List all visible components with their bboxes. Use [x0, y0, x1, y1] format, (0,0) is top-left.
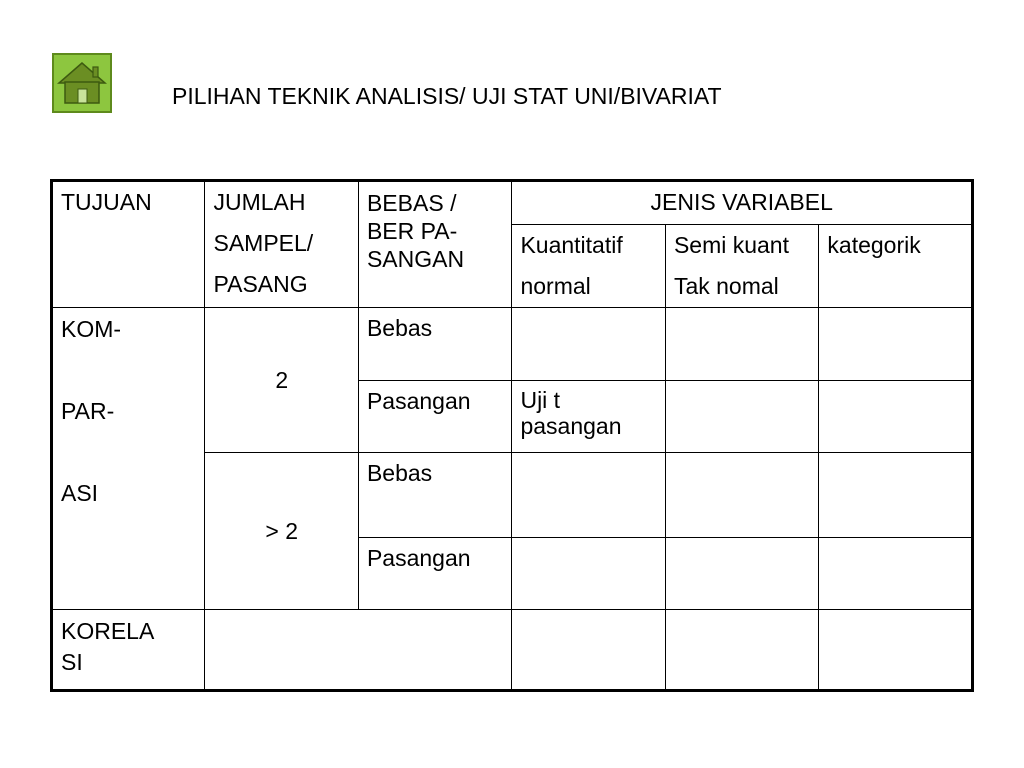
cell-korelasi-kuantitatif [512, 610, 665, 691]
cell-bebas2-kategorik [819, 453, 973, 538]
analysis-table [50, 179, 974, 692]
bebas-label-2: Bebas [358, 453, 511, 538]
home-icon [56, 59, 108, 107]
slide-title: PILIHAN TEKNIK ANALISIS/ UJI STAT UNI/BIVARIAT [172, 83, 722, 109]
home-button[interactable] [52, 53, 112, 113]
header-jenis-variabel: JENIS VARIABEL [512, 181, 973, 225]
cell-korelasi-semi [665, 610, 818, 691]
cell-pasangan2-kuantitatif [512, 538, 665, 610]
header-bebas: BEBAS / BER PA- SANGAN [358, 181, 511, 308]
jumlah-gt2: > 2 [205, 453, 358, 610]
korelasi-label: KORELA SI [52, 610, 205, 691]
cell-uji-t-pasangan: Uji t pasangan [512, 381, 665, 453]
cell-korelasi-merged [205, 610, 512, 691]
header-kuantitatif: Kuantitatif normal [512, 225, 665, 308]
header-jumlah: JUMLAH SAMPEL/ PASANG [205, 181, 358, 308]
pasangan-label-2: Pasangan [358, 538, 511, 610]
cell-pasangan2-semi [665, 538, 818, 610]
kompar-label: KOM- PAR- ASI [52, 308, 205, 610]
cell-bebas1-kategorik [819, 308, 973, 381]
pasangan-label-1: Pasangan [358, 381, 511, 453]
cell-pasangan1-kategorik [819, 381, 973, 453]
header-tujuan: TUJUAN [52, 181, 205, 308]
cell-bebas2-semi [665, 453, 818, 538]
cell-pasangan1-semi [665, 381, 818, 453]
bebas-label-1: Bebas [358, 308, 511, 381]
jumlah-2: 2 [205, 308, 358, 453]
cell-bebas1-kuantitatif [512, 308, 665, 381]
cell-korelasi-kategorik [819, 610, 973, 691]
header-kategorik: kategorik [819, 225, 973, 308]
cell-bebas1-semi [665, 308, 818, 381]
cell-pasangan2-kategorik [819, 538, 973, 610]
header-semi-kuant: Semi kuant Tak nomal [665, 225, 818, 308]
cell-bebas2-kuantitatif [512, 453, 665, 538]
